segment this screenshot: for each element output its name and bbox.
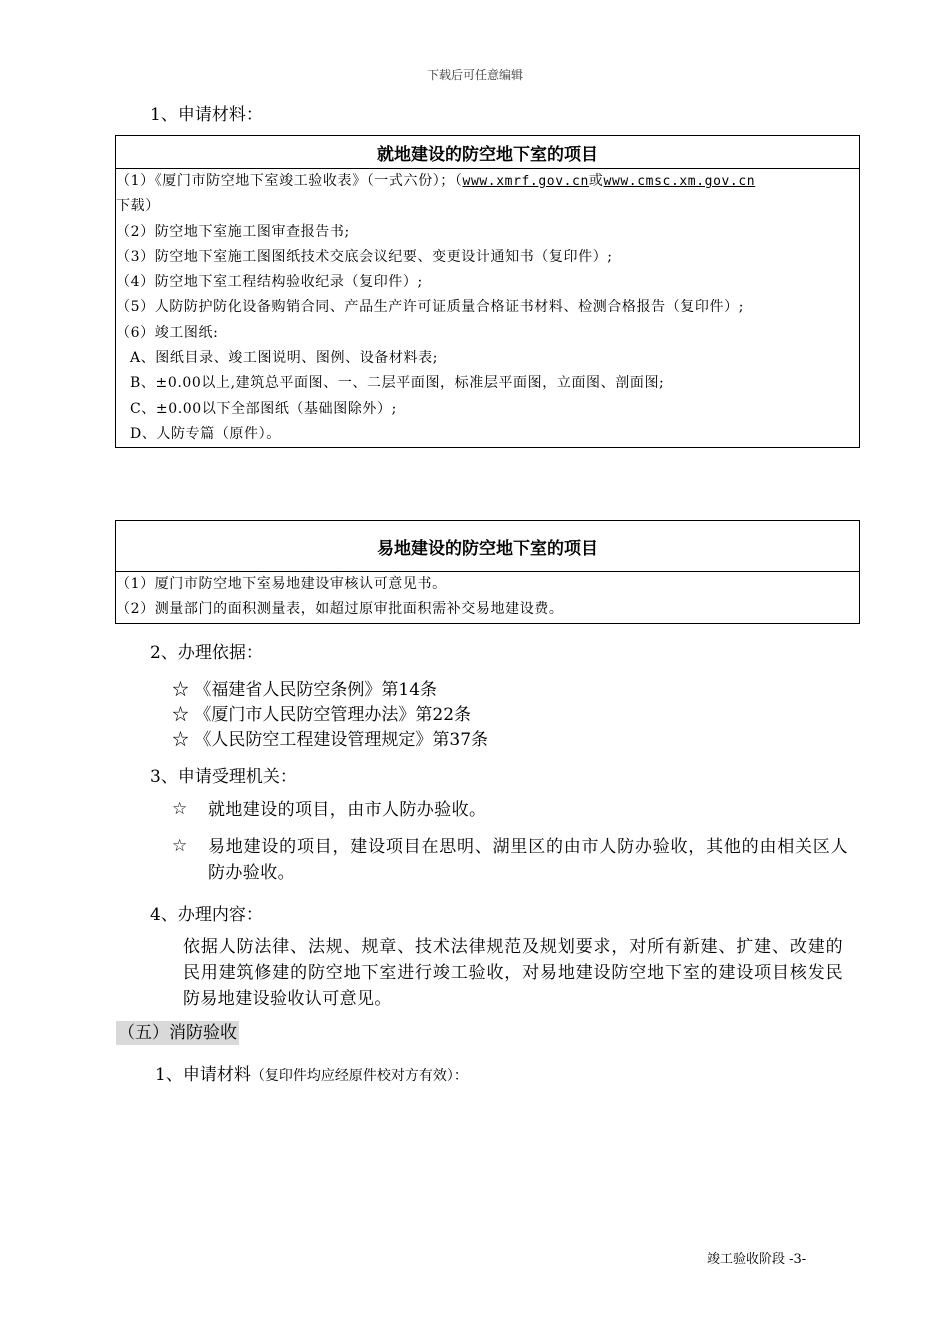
table-title: 就地建设的防空地下室的项目 — [116, 136, 860, 169]
item-text: （1）《厦门市防空地下室竣工验收表》（一式六份）；（ — [116, 173, 463, 189]
list-item: （5）人防防护防化设备购销合同、产品生产许可证质量合格证书材料、检测合格报告（复印件）; — [116, 299, 745, 316]
page-header: 下载后可任意编辑 — [426, 68, 523, 82]
xmrf-link[interactable]: www.xmrf.gov.cn — [462, 174, 589, 189]
fire-materials-heading — [155, 1060, 468, 1085]
list-item: （4）防空地下室工程结构验收纪录（复印件）; — [116, 274, 423, 291]
authority-item: 易地建设的项目，建设项目在思明、湖里区的由市人防办验收，其他的由相关区人防办验收。 — [208, 837, 848, 883]
list-subitem: C、±0.00以下全部图纸（基础图除外）; — [130, 400, 397, 417]
authority-item: 就地建设的项目，由市人防办验收。 — [208, 800, 487, 820]
list-subitem: D、人防专篇（原件）。 — [130, 425, 281, 442]
heading-authority: 3、申请受理机关： — [150, 767, 297, 787]
heading-application-materials: 1、申请材料： — [150, 105, 263, 125]
star-icon: ☆ — [172, 799, 188, 819]
basis-item: ☆ 《福建省人民防空条例》第14条 — [172, 680, 438, 700]
list-item: （2）测量部门的面积测量表，如超过原审批面积需补交易地建设费。 — [116, 601, 564, 618]
page-footer: 竣工验收阶段 -3- — [707, 1252, 807, 1267]
table-local-construction — [115, 135, 860, 448]
cmsc-link[interactable]: www.cmsc.xm.gov.cn — [603, 174, 756, 189]
table-body — [116, 572, 860, 624]
list-subitem: A、图纸目录、竣工图说明、图例、设备材料表; — [130, 350, 439, 367]
list-item: 下载） — [116, 198, 160, 215]
content-paragraph: 依据人防法律、法规、规章、技术法律规范及规划要求，对所有新建、扩建、改建的民用建筑修建的防空地下室进行竣工验收，对易地建设防空地下室的建设项目核发民防易地建设验收认可意见。 — [183, 937, 843, 1009]
table-title: 易地建设的防空地下室的项目 — [116, 521, 860, 572]
basis-item: ☆ 《人民防空工程建设管理规定》第37条 — [172, 730, 489, 750]
heading-content: 4、办理内容： — [150, 905, 263, 925]
heading-basis: 2、办理依据： — [150, 643, 263, 663]
list-item — [116, 169, 859, 194]
heading-note: （复印件均应经原件校对方有效）： — [250, 1068, 468, 1084]
list-item: （6）竣工图纸: — [116, 324, 219, 341]
list-item: （2）防空地下室施工图审查报告书; — [116, 223, 350, 240]
star-icon: ☆ — [172, 836, 188, 856]
list-item: （1）厦门市防空地下室易地建设审核认可意见书。 — [116, 576, 447, 592]
item-text: 或 — [588, 173, 604, 189]
table-offsite-construction — [115, 520, 860, 624]
heading-text: 1、申请材料 — [155, 1065, 251, 1085]
section-fire-acceptance: （五）消防验收 — [118, 1023, 237, 1043]
basis-item: ☆ 《厦门市人民防空管理办法》第22条 — [172, 705, 472, 725]
list-subitem: B、±0.00以上,建筑总平面图、一、二层平面图，标准层平面图，立面图、剖面图; — [130, 375, 665, 392]
table-body — [116, 169, 860, 448]
list-item: （3）防空地下室施工图图纸技术交底会议纪要、变更设计通知书（复印件）; — [116, 248, 613, 265]
